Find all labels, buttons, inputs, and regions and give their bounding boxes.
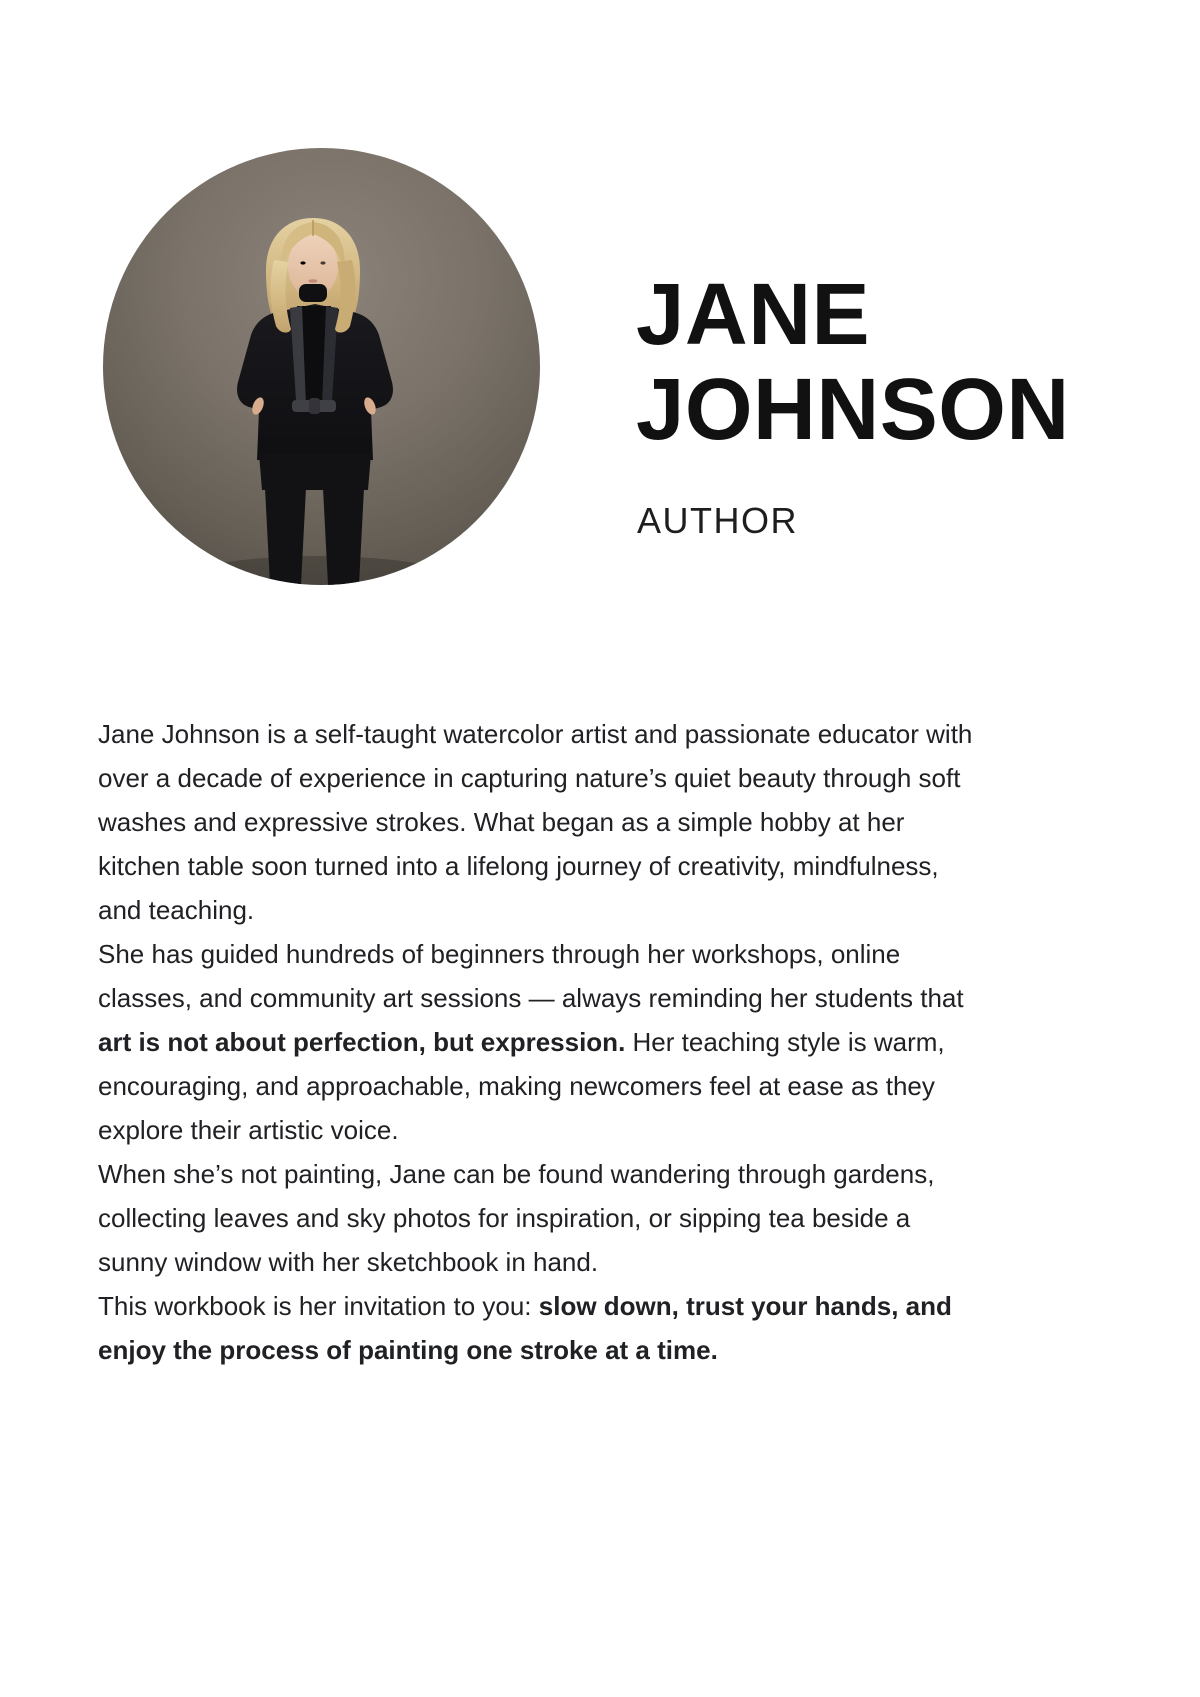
bio-line	[98, 756, 1108, 800]
bio-line	[98, 1328, 1108, 1372]
woman-portrait-illustration	[103, 148, 540, 585]
bio-text: washes and expressive strokes. What began as a simple hobby at her	[98, 807, 905, 837]
bio-text: and teaching.	[98, 895, 255, 925]
bio-text: Jane Johnson is a self-taught watercolor artist and passionate educator with	[98, 719, 973, 749]
bio-text: She has guided hundreds of beginners through her workshops, online	[98, 939, 901, 969]
bio-text: Her teaching style is warm,	[625, 1027, 945, 1057]
bio-line	[98, 1064, 1108, 1108]
bio-line	[98, 976, 1108, 1020]
author-bio	[98, 712, 1108, 1372]
bio-text-bold: art is not about perfection, but expression.	[98, 1027, 626, 1057]
bio-text: This workbook is her invitation to you:	[98, 1291, 539, 1321]
bio-line	[98, 1284, 1108, 1328]
author-photo	[103, 148, 540, 585]
bio-line	[98, 800, 1108, 844]
bio-line	[98, 712, 1108, 756]
bio-line	[98, 1196, 1108, 1240]
bio-line	[98, 844, 1108, 888]
author-name-line-1: JANE	[636, 266, 871, 363]
bio-text: collecting leaves and sky photos for inspiration, or sipping tea beside a	[98, 1203, 911, 1233]
bio-text: over a decade of experience in capturing nature’s quiet beauty through soft	[98, 763, 961, 793]
bio-text: classes, and community art sessions — always reminding her students that	[98, 983, 964, 1013]
bio-line	[98, 1240, 1108, 1284]
bio-line	[98, 888, 1108, 932]
bio-text: explore their artistic voice.	[98, 1115, 399, 1145]
bio-line	[98, 1108, 1108, 1152]
bio-text: kitchen table soon turned into a lifelong journey of creativity, mindfulness,	[98, 851, 939, 881]
author-name-line-2: JOHNSON	[636, 361, 1070, 458]
bio-text: sunny window with her sketchbook in hand.	[98, 1247, 599, 1277]
bio-line	[98, 1152, 1108, 1196]
bio-line	[98, 932, 1108, 976]
bio-text: encouraging, and approachable, making newcomers feel at ease as they	[98, 1071, 935, 1101]
bio-line	[98, 1020, 1108, 1064]
bio-text-bold: slow down, trust your hands, and	[538, 1291, 952, 1321]
bio-text: When she’s not painting, Jane can be found wandering through gardens,	[98, 1159, 935, 1189]
author-name	[636, 267, 1070, 457]
author-role-label: AUTHOR	[637, 500, 798, 541]
bio-text-bold: enjoy the process of painting one stroke at a time.	[98, 1335, 718, 1365]
